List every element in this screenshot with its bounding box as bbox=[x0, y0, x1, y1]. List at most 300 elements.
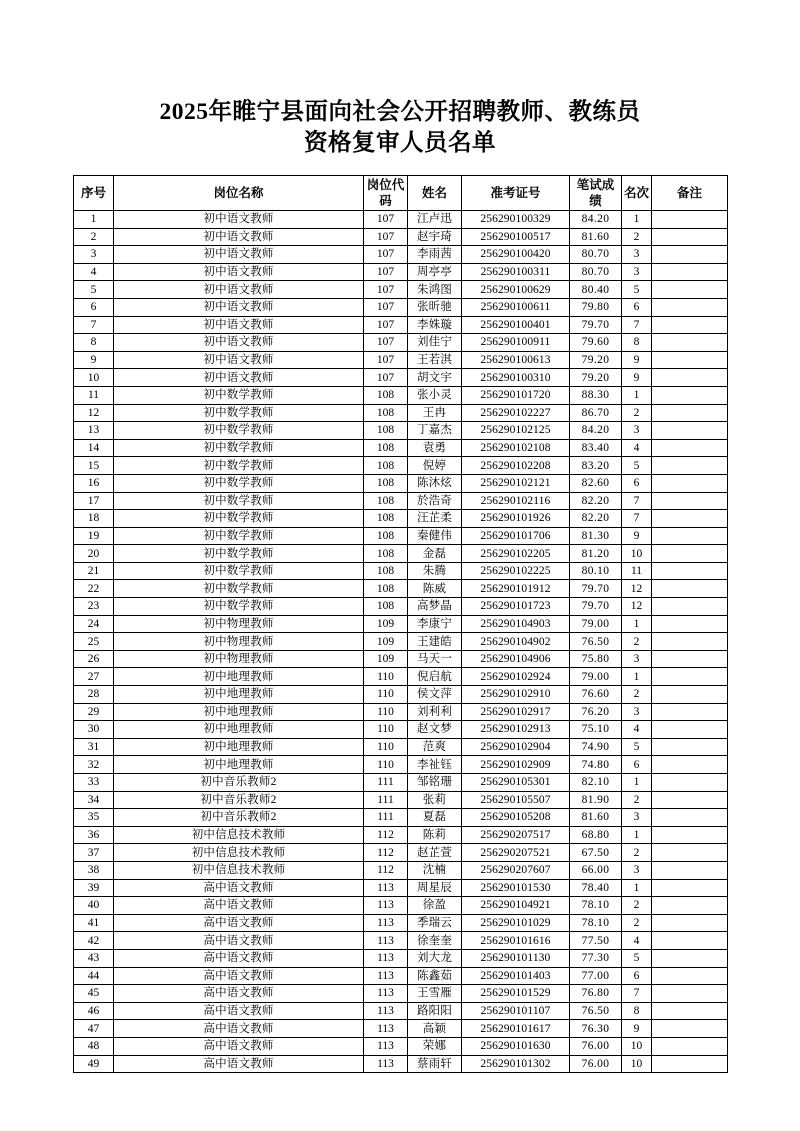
cell-post: 初中地理教师 bbox=[114, 703, 364, 721]
cell-rank: 4 bbox=[622, 932, 652, 950]
cell-exam: 256290104902 bbox=[462, 633, 570, 651]
cell-name: 赵芷萱 bbox=[408, 844, 462, 862]
cell-remark bbox=[652, 211, 728, 229]
column-header-code: 岗位代码 bbox=[364, 176, 408, 211]
cell-score: 81.60 bbox=[570, 228, 622, 246]
cell-score: 81.90 bbox=[570, 791, 622, 809]
cell-name: 邹铭珊 bbox=[408, 774, 462, 792]
cell-exam: 256290102225 bbox=[462, 562, 570, 580]
cell-exam: 256290101720 bbox=[462, 386, 570, 404]
cell-exam: 256290105507 bbox=[462, 791, 570, 809]
roster-table-body bbox=[74, 211, 728, 1073]
cell-post: 初中物理教师 bbox=[114, 633, 364, 651]
cell-name: 汪芷柔 bbox=[408, 510, 462, 528]
cell-score: 86.70 bbox=[570, 404, 622, 422]
cell-score: 81.60 bbox=[570, 809, 622, 827]
cell-code: 108 bbox=[364, 598, 408, 616]
cell-rank: 9 bbox=[622, 1020, 652, 1038]
cell-name: 李雨茜 bbox=[408, 246, 462, 264]
cell-score: 75.10 bbox=[570, 721, 622, 739]
cell-rank: 5 bbox=[622, 738, 652, 756]
cell-code: 110 bbox=[364, 738, 408, 756]
cell-code: 113 bbox=[364, 932, 408, 950]
cell-score: 76.50 bbox=[570, 633, 622, 651]
cell-rank: 10 bbox=[622, 1037, 652, 1055]
cell-code: 109 bbox=[364, 633, 408, 651]
cell-score: 84.20 bbox=[570, 211, 622, 229]
cell-rank: 10 bbox=[622, 545, 652, 563]
cell-remark bbox=[652, 686, 728, 704]
cell-rank: 2 bbox=[622, 791, 652, 809]
cell-post: 初中语文教师 bbox=[114, 246, 364, 264]
table-row bbox=[74, 738, 728, 756]
cell-remark bbox=[652, 774, 728, 792]
cell-code: 113 bbox=[364, 949, 408, 967]
table-row bbox=[74, 914, 728, 932]
cell-code: 113 bbox=[364, 914, 408, 932]
cell-rank: 3 bbox=[622, 246, 652, 264]
cell-code: 108 bbox=[364, 527, 408, 545]
cell-exam: 256290100629 bbox=[462, 281, 570, 299]
cell-seq: 29 bbox=[74, 703, 114, 721]
cell-code: 113 bbox=[364, 1037, 408, 1055]
table-row bbox=[74, 756, 728, 774]
cell-post: 初中语文教师 bbox=[114, 281, 364, 299]
cell-rank: 6 bbox=[622, 474, 652, 492]
table-row bbox=[74, 492, 728, 510]
roster-table bbox=[73, 175, 728, 1073]
cell-exam: 256290100311 bbox=[462, 263, 570, 281]
cell-exam: 256290101706 bbox=[462, 527, 570, 545]
cell-remark bbox=[652, 527, 728, 545]
cell-post: 初中语文教师 bbox=[114, 298, 364, 316]
table-row bbox=[74, 316, 728, 334]
table-row bbox=[74, 527, 728, 545]
cell-remark bbox=[652, 457, 728, 475]
cell-rank: 1 bbox=[622, 386, 652, 404]
table-row bbox=[74, 809, 728, 827]
cell-seq: 43 bbox=[74, 949, 114, 967]
cell-remark bbox=[652, 316, 728, 334]
cell-seq: 7 bbox=[74, 316, 114, 334]
cell-name: 高颖 bbox=[408, 1020, 462, 1038]
cell-code: 107 bbox=[364, 298, 408, 316]
cell-remark bbox=[652, 932, 728, 950]
table-row bbox=[74, 897, 728, 915]
cell-seq: 34 bbox=[74, 791, 114, 809]
cell-remark bbox=[652, 1037, 728, 1055]
cell-code: 113 bbox=[364, 1055, 408, 1073]
cell-remark bbox=[652, 1002, 728, 1020]
cell-score: 83.40 bbox=[570, 439, 622, 457]
cell-code: 113 bbox=[364, 967, 408, 985]
cell-post: 初中数学教师 bbox=[114, 474, 364, 492]
page-title-line-1: 2025年睢宁县面向社会公开招聘教师、教练员 bbox=[159, 99, 641, 125]
table-row bbox=[74, 633, 728, 651]
cell-name: 陈鑫茹 bbox=[408, 967, 462, 985]
column-header-rank: 名次 bbox=[622, 176, 652, 211]
cell-post: 初中语文教师 bbox=[114, 351, 364, 369]
cell-remark bbox=[652, 633, 728, 651]
cell-rank: 1 bbox=[622, 615, 652, 633]
table-row bbox=[74, 439, 728, 457]
cell-exam: 256290207517 bbox=[462, 826, 570, 844]
cell-exam: 256290101302 bbox=[462, 1055, 570, 1073]
cell-rank: 9 bbox=[622, 369, 652, 387]
cell-score: 82.10 bbox=[570, 774, 622, 792]
cell-post: 高中语文教师 bbox=[114, 932, 364, 950]
cell-post: 初中数学教师 bbox=[114, 404, 364, 422]
cell-remark bbox=[652, 879, 728, 897]
cell-rank: 6 bbox=[622, 756, 652, 774]
cell-remark bbox=[652, 351, 728, 369]
cell-exam: 256290101723 bbox=[462, 598, 570, 616]
cell-seq: 14 bbox=[74, 439, 114, 457]
cell-name: 徐盈 bbox=[408, 897, 462, 915]
cell-exam: 256290104903 bbox=[462, 615, 570, 633]
cell-code: 112 bbox=[364, 861, 408, 879]
cell-seq: 8 bbox=[74, 334, 114, 352]
cell-name: 刘大龙 bbox=[408, 949, 462, 967]
table-row bbox=[74, 211, 728, 229]
cell-rank: 6 bbox=[622, 298, 652, 316]
cell-name: 刘利利 bbox=[408, 703, 462, 721]
cell-score: 77.50 bbox=[570, 932, 622, 950]
cell-seq: 47 bbox=[74, 1020, 114, 1038]
cell-remark bbox=[652, 861, 728, 879]
cell-remark bbox=[652, 844, 728, 862]
cell-seq: 28 bbox=[74, 686, 114, 704]
cell-code: 107 bbox=[364, 211, 408, 229]
table-row bbox=[74, 474, 728, 492]
cell-exam: 256290101912 bbox=[462, 580, 570, 598]
cell-code: 113 bbox=[364, 897, 408, 915]
cell-rank: 8 bbox=[622, 334, 652, 352]
cell-rank: 5 bbox=[622, 457, 652, 475]
cell-code: 108 bbox=[364, 492, 408, 510]
cell-rank: 3 bbox=[622, 263, 652, 281]
table-row bbox=[74, 1037, 728, 1055]
cell-score: 79.00 bbox=[570, 668, 622, 686]
cell-rank: 2 bbox=[622, 686, 652, 704]
cell-code: 108 bbox=[364, 457, 408, 475]
cell-exam: 256290101926 bbox=[462, 510, 570, 528]
cell-score: 77.30 bbox=[570, 949, 622, 967]
cell-exam: 256290101130 bbox=[462, 949, 570, 967]
roster-table-container bbox=[73, 175, 727, 1073]
cell-name: 於浩奇 bbox=[408, 492, 462, 510]
cell-exam: 256290101617 bbox=[462, 1020, 570, 1038]
cell-rank: 3 bbox=[622, 650, 652, 668]
cell-post: 初中物理教师 bbox=[114, 650, 364, 668]
cell-seq: 37 bbox=[74, 844, 114, 862]
cell-seq: 16 bbox=[74, 474, 114, 492]
cell-score: 80.70 bbox=[570, 246, 622, 264]
cell-name: 王冉 bbox=[408, 404, 462, 422]
cell-exam: 256290105301 bbox=[462, 774, 570, 792]
cell-remark bbox=[652, 650, 728, 668]
cell-code: 109 bbox=[364, 650, 408, 668]
cell-seq: 21 bbox=[74, 562, 114, 580]
table-row bbox=[74, 650, 728, 668]
cell-seq: 46 bbox=[74, 1002, 114, 1020]
cell-seq: 18 bbox=[74, 510, 114, 528]
cell-code: 112 bbox=[364, 844, 408, 862]
cell-rank: 5 bbox=[622, 281, 652, 299]
cell-exam: 256290105208 bbox=[462, 809, 570, 827]
cell-post: 初中信息技术教师 bbox=[114, 826, 364, 844]
cell-score: 76.30 bbox=[570, 1020, 622, 1038]
cell-remark bbox=[652, 263, 728, 281]
cell-name: 夏磊 bbox=[408, 809, 462, 827]
cell-rank: 3 bbox=[622, 809, 652, 827]
cell-seq: 22 bbox=[74, 580, 114, 598]
table-header-row bbox=[74, 176, 728, 211]
cell-exam: 256290102108 bbox=[462, 439, 570, 457]
cell-seq: 33 bbox=[74, 774, 114, 792]
cell-name: 王若淇 bbox=[408, 351, 462, 369]
cell-seq: 41 bbox=[74, 914, 114, 932]
table-row bbox=[74, 949, 728, 967]
cell-seq: 10 bbox=[74, 369, 114, 387]
cell-code: 111 bbox=[364, 774, 408, 792]
cell-score: 84.20 bbox=[570, 422, 622, 440]
cell-name: 范爽 bbox=[408, 738, 462, 756]
cell-code: 108 bbox=[364, 562, 408, 580]
cell-exam: 256290101616 bbox=[462, 932, 570, 950]
table-row bbox=[74, 774, 728, 792]
table-row bbox=[74, 1020, 728, 1038]
cell-rank: 2 bbox=[622, 844, 652, 862]
cell-score: 81.30 bbox=[570, 527, 622, 545]
table-row bbox=[74, 721, 728, 739]
cell-rank: 11 bbox=[622, 562, 652, 580]
cell-score: 74.90 bbox=[570, 738, 622, 756]
cell-exam: 256290101029 bbox=[462, 914, 570, 932]
cell-remark bbox=[652, 228, 728, 246]
cell-post: 初中信息技术教师 bbox=[114, 861, 364, 879]
cell-post: 初中地理教师 bbox=[114, 686, 364, 704]
cell-remark bbox=[652, 439, 728, 457]
cell-code: 110 bbox=[364, 721, 408, 739]
table-row bbox=[74, 932, 728, 950]
cell-score: 80.40 bbox=[570, 281, 622, 299]
cell-remark bbox=[652, 386, 728, 404]
cell-rank: 7 bbox=[622, 492, 652, 510]
cell-remark bbox=[652, 914, 728, 932]
cell-name: 徐奎奎 bbox=[408, 932, 462, 950]
cell-score: 79.70 bbox=[570, 598, 622, 616]
cell-post: 初中语文教师 bbox=[114, 263, 364, 281]
cell-exam: 256290102125 bbox=[462, 422, 570, 440]
cell-seq: 15 bbox=[74, 457, 114, 475]
cell-name: 秦健伟 bbox=[408, 527, 462, 545]
cell-rank: 7 bbox=[622, 510, 652, 528]
cell-code: 107 bbox=[364, 281, 408, 299]
cell-name: 陈莉 bbox=[408, 826, 462, 844]
cell-score: 78.10 bbox=[570, 897, 622, 915]
cell-post: 高中语文教师 bbox=[114, 1037, 364, 1055]
cell-rank: 4 bbox=[622, 721, 652, 739]
cell-rank: 6 bbox=[622, 967, 652, 985]
cell-seq: 49 bbox=[74, 1055, 114, 1073]
cell-exam: 256290104921 bbox=[462, 897, 570, 915]
cell-rank: 3 bbox=[622, 861, 652, 879]
cell-score: 75.80 bbox=[570, 650, 622, 668]
page-title-line-2: 资格复审人员名单 bbox=[304, 130, 496, 156]
cell-remark bbox=[652, 897, 728, 915]
cell-exam: 256290102208 bbox=[462, 457, 570, 475]
table-row bbox=[74, 844, 728, 862]
cell-post: 高中语文教师 bbox=[114, 1055, 364, 1073]
cell-rank: 1 bbox=[622, 668, 652, 686]
cell-score: 82.20 bbox=[570, 492, 622, 510]
cell-code: 107 bbox=[364, 334, 408, 352]
cell-remark bbox=[652, 404, 728, 422]
cell-seq: 36 bbox=[74, 826, 114, 844]
cell-rank: 1 bbox=[622, 211, 652, 229]
column-header-score: 笔试成绩 bbox=[570, 176, 622, 211]
cell-remark bbox=[652, 967, 728, 985]
table-row bbox=[74, 580, 728, 598]
cell-rank: 5 bbox=[622, 949, 652, 967]
cell-remark bbox=[652, 791, 728, 809]
cell-code: 113 bbox=[364, 1020, 408, 1038]
cell-seq: 44 bbox=[74, 967, 114, 985]
cell-seq: 20 bbox=[74, 545, 114, 563]
cell-remark bbox=[652, 809, 728, 827]
cell-code: 110 bbox=[364, 756, 408, 774]
cell-remark bbox=[652, 474, 728, 492]
cell-remark bbox=[652, 721, 728, 739]
cell-seq: 27 bbox=[74, 668, 114, 686]
cell-remark bbox=[652, 985, 728, 1003]
cell-remark bbox=[652, 369, 728, 387]
table-row bbox=[74, 615, 728, 633]
cell-exam: 256290100613 bbox=[462, 351, 570, 369]
cell-remark bbox=[652, 580, 728, 598]
cell-seq: 5 bbox=[74, 281, 114, 299]
column-header-post: 岗位名称 bbox=[114, 176, 364, 211]
cell-score: 79.60 bbox=[570, 334, 622, 352]
cell-code: 108 bbox=[364, 386, 408, 404]
cell-exam: 256290102910 bbox=[462, 686, 570, 704]
cell-rank: 3 bbox=[622, 703, 652, 721]
cell-post: 初中数学教师 bbox=[114, 422, 364, 440]
cell-exam: 256290101403 bbox=[462, 967, 570, 985]
cell-name: 荣娜 bbox=[408, 1037, 462, 1055]
cell-remark bbox=[652, 826, 728, 844]
cell-name: 倪婷 bbox=[408, 457, 462, 475]
cell-rank: 7 bbox=[622, 985, 652, 1003]
cell-seq: 4 bbox=[74, 263, 114, 281]
cell-seq: 40 bbox=[74, 897, 114, 915]
cell-post: 初中物理教师 bbox=[114, 615, 364, 633]
cell-rank: 3 bbox=[622, 422, 652, 440]
cell-post: 初中数学教师 bbox=[114, 439, 364, 457]
cell-rank: 8 bbox=[622, 1002, 652, 1020]
cell-code: 108 bbox=[364, 510, 408, 528]
cell-exam: 256290101107 bbox=[462, 1002, 570, 1020]
cell-seq: 45 bbox=[74, 985, 114, 1003]
cell-remark bbox=[652, 334, 728, 352]
cell-rank: 12 bbox=[622, 580, 652, 598]
table-row bbox=[74, 298, 728, 316]
cell-post: 初中语文教师 bbox=[114, 211, 364, 229]
table-row bbox=[74, 879, 728, 897]
cell-name: 丁嘉杰 bbox=[408, 422, 462, 440]
cell-code: 109 bbox=[364, 615, 408, 633]
table-row bbox=[74, 263, 728, 281]
cell-seq: 11 bbox=[74, 386, 114, 404]
column-header-name: 姓名 bbox=[408, 176, 462, 211]
cell-code: 108 bbox=[364, 474, 408, 492]
cell-name: 周亭亭 bbox=[408, 263, 462, 281]
cell-score: 76.80 bbox=[570, 985, 622, 1003]
cell-exam: 256290100420 bbox=[462, 246, 570, 264]
cell-score: 88.30 bbox=[570, 386, 622, 404]
cell-score: 76.20 bbox=[570, 703, 622, 721]
cell-exam: 256290207521 bbox=[462, 844, 570, 862]
cell-score: 78.10 bbox=[570, 914, 622, 932]
cell-score: 79.70 bbox=[570, 580, 622, 598]
table-row bbox=[74, 562, 728, 580]
table-row bbox=[74, 422, 728, 440]
page-title bbox=[60, 0, 740, 159]
cell-post: 初中地理教师 bbox=[114, 668, 364, 686]
cell-exam: 256290100911 bbox=[462, 334, 570, 352]
cell-name: 张莉 bbox=[408, 791, 462, 809]
cell-rank: 1 bbox=[622, 826, 652, 844]
table-row bbox=[74, 985, 728, 1003]
cell-seq: 2 bbox=[74, 228, 114, 246]
cell-seq: 23 bbox=[74, 598, 114, 616]
cell-post: 高中语文教师 bbox=[114, 879, 364, 897]
table-row bbox=[74, 703, 728, 721]
table-row bbox=[74, 967, 728, 985]
cell-exam: 256290102116 bbox=[462, 492, 570, 510]
cell-exam: 256290104906 bbox=[462, 650, 570, 668]
cell-score: 67.50 bbox=[570, 844, 622, 862]
cell-score: 79.20 bbox=[570, 369, 622, 387]
cell-rank: 4 bbox=[622, 439, 652, 457]
cell-name: 赵文梦 bbox=[408, 721, 462, 739]
cell-seq: 17 bbox=[74, 492, 114, 510]
cell-score: 82.20 bbox=[570, 510, 622, 528]
cell-score: 79.70 bbox=[570, 316, 622, 334]
cell-seq: 31 bbox=[74, 738, 114, 756]
table-row bbox=[74, 334, 728, 352]
cell-exam: 256290101529 bbox=[462, 985, 570, 1003]
table-row bbox=[74, 861, 728, 879]
cell-score: 66.00 bbox=[570, 861, 622, 879]
cell-code: 107 bbox=[364, 263, 408, 281]
cell-post: 初中数学教师 bbox=[114, 527, 364, 545]
cell-name: 朱鸿图 bbox=[408, 281, 462, 299]
cell-rank: 2 bbox=[622, 897, 652, 915]
cell-remark bbox=[652, 492, 728, 510]
cell-post: 初中地理教师 bbox=[114, 756, 364, 774]
cell-name: 蔡雨轩 bbox=[408, 1055, 462, 1073]
cell-name: 刘佳宁 bbox=[408, 334, 462, 352]
cell-name: 袁勇 bbox=[408, 439, 462, 457]
cell-remark bbox=[652, 422, 728, 440]
cell-score: 78.40 bbox=[570, 879, 622, 897]
table-row bbox=[74, 510, 728, 528]
cell-name: 侯文萍 bbox=[408, 686, 462, 704]
cell-remark bbox=[652, 1055, 728, 1073]
cell-post: 初中数学教师 bbox=[114, 510, 364, 528]
